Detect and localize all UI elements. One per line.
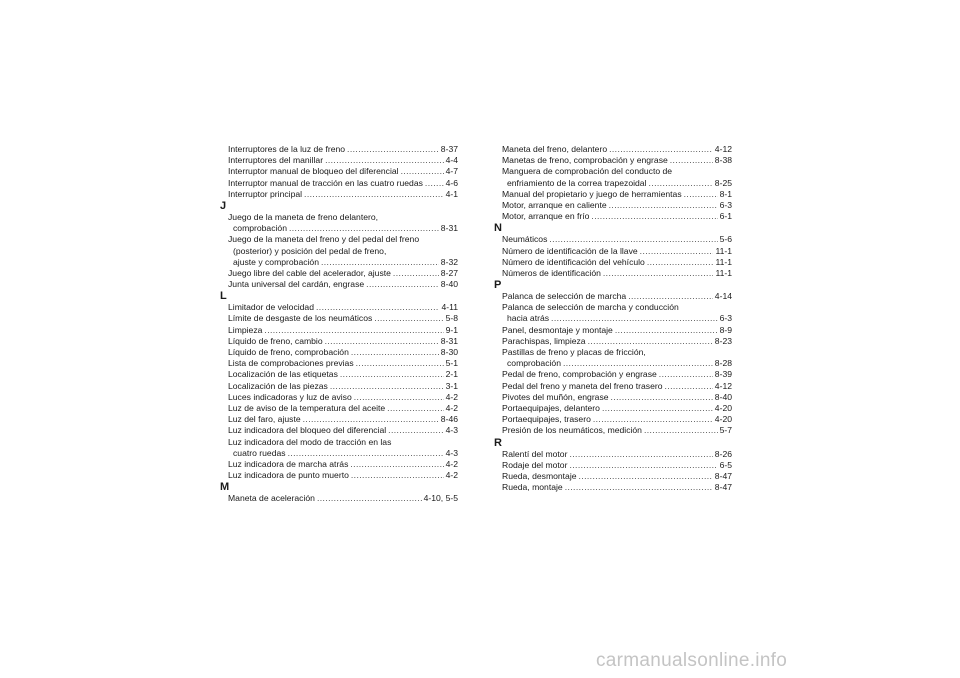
index-entry (220, 189, 458, 200)
dot-leader (321, 257, 439, 268)
entry-page-number: 8-47 (714, 482, 732, 493)
entry-label: Manual del propietario y juego de herramientas (502, 188, 682, 199)
entry-label: Rueda, montaje (502, 482, 563, 493)
entry-label: Localización de las piezas (228, 380, 328, 391)
entry-page-number: 4-7 (445, 166, 458, 177)
entry-label: Motor, arranque en frío (502, 211, 590, 222)
entry-page-number: 4-2 (445, 470, 458, 481)
entry-label: Lista de comprobaciones previas (228, 358, 354, 369)
entry-page-number: 8-9 (719, 324, 732, 335)
dot-leader (401, 166, 444, 177)
index-entry (220, 381, 458, 392)
dot-leader (264, 325, 443, 336)
dot-leader (289, 223, 439, 234)
dot-leader (565, 482, 713, 493)
entry-page-number: 4-2 (445, 391, 458, 402)
dot-leader (388, 425, 443, 436)
entry-page-number: 11-1 (715, 256, 732, 267)
dot-leader (670, 155, 713, 166)
index-entry (494, 211, 732, 222)
entry-label: Pedal del freno y maneta del freno trasero (502, 380, 663, 391)
entry-label: enfriamiento de la correa trapezoidal (507, 177, 647, 188)
dot-leader (615, 325, 718, 336)
index-entry (494, 291, 732, 302)
entry-label: Líquido de freno, cambio (228, 335, 323, 346)
dot-leader (354, 392, 444, 403)
index-entry (220, 302, 458, 313)
entry-page-number: 5-7 (719, 425, 732, 436)
dot-leader (316, 302, 439, 313)
entry-label: Límite de desgaste de los neumáticos (228, 313, 373, 324)
index-entry (220, 223, 458, 234)
entry-page-number: 8-38 (714, 155, 732, 166)
dot-leader (374, 313, 443, 324)
entry-label: Luz de aviso de la temperatura del aceite (228, 402, 386, 413)
entry-page-number: 8-40 (714, 391, 732, 402)
index-entry (494, 336, 732, 347)
dot-leader (569, 460, 717, 471)
entry-label: Luz indicadora del bloqueo del diferencial (228, 425, 387, 436)
entry-label: Motor, arranque en caliente (502, 199, 607, 210)
index-entry (220, 279, 458, 290)
entry-page-number: 4-14 (714, 291, 732, 302)
entry-page-number: 5-6 (719, 234, 732, 245)
entry-label: Palanca de selección de marcha y conducción (502, 302, 679, 313)
entry-label: Rodaje del motor (502, 459, 568, 470)
index-entry (494, 471, 732, 482)
entry-label: Pivotes del muñón, engrase (502, 391, 609, 402)
entry-label: Presión de los neumáticos, medición (502, 425, 642, 436)
entry-label: Interruptores del manillar (228, 155, 324, 166)
index-column-right (494, 144, 732, 493)
index-entry-line (220, 437, 458, 448)
entry-page-number: 8-32 (440, 256, 458, 267)
dot-leader (640, 246, 714, 257)
entry-page-number: 8-30 (440, 347, 458, 357)
index-entry (220, 268, 458, 279)
entry-label: Ralentí del motor (502, 448, 568, 459)
entry-label: Pedal de freno, comprobación y engrase (502, 369, 657, 380)
dot-leader (366, 279, 439, 290)
entry-page-number: 6-5 (719, 459, 732, 470)
entry-label: Número de identificación de la llave (502, 245, 638, 256)
index-entry (220, 166, 458, 177)
dot-leader (588, 336, 713, 347)
index-entry (220, 392, 458, 403)
index-entry (494, 403, 732, 414)
entry-page-number: 8-25 (714, 177, 732, 188)
index-entry (220, 144, 458, 155)
entry-page-number: 4-6 (445, 177, 458, 188)
entry-page-number: 8-31 (440, 223, 458, 234)
dot-leader (659, 369, 713, 380)
entry-label: Luz indicadora de punto muerto (228, 470, 349, 481)
entry-label: Interruptor manual de tracción en las cuatro ruedas (228, 177, 423, 188)
entry-page-number: 2-1 (445, 369, 458, 380)
dot-leader (609, 200, 718, 211)
entry-label: Manguera de comprobación del conducto de (502, 166, 673, 177)
index-entry-line (494, 302, 732, 313)
entry-page-number: 8-39 (714, 369, 732, 380)
entry-page-number: 4-2 (445, 458, 458, 469)
dot-leader (602, 403, 713, 414)
entry-label: Rueda, desmontaje (502, 470, 577, 481)
index-entry (494, 460, 732, 471)
entry-label: Juego de la maneta de freno delantero, (228, 211, 379, 222)
index-entry (494, 414, 732, 425)
dot-leader (304, 189, 444, 200)
entry-page-number: 8-40 (440, 279, 458, 290)
index-entry (494, 392, 732, 403)
entry-label: Número de identificación del vehículo (502, 256, 645, 267)
index-entry (220, 358, 458, 369)
dot-leader (330, 381, 444, 392)
index-entry (220, 313, 458, 324)
entry-label: Parachispas, limpieza (502, 335, 586, 346)
dot-leader (317, 493, 422, 504)
entry-label: Portaequipajes, trasero (502, 414, 591, 425)
entry-page-number: 8-37 (440, 144, 458, 154)
index-entry (220, 155, 458, 166)
index-entry (494, 358, 732, 369)
entry-page-number: 3-1 (445, 380, 458, 391)
entry-page-number: 8-23 (714, 335, 732, 346)
index-entry (494, 155, 732, 166)
dot-leader (684, 189, 718, 200)
entry-page-number: 6-3 (719, 313, 732, 324)
index-entry (494, 268, 732, 279)
entry-label: Limpieza (228, 324, 263, 335)
entry-page-number: 4-1 (445, 188, 458, 199)
entry-label: Maneta del freno, delantero (502, 144, 608, 154)
index-entry (220, 178, 458, 189)
entry-label: Luces indicadoras y luz de aviso (228, 391, 352, 402)
section-letter-heading: M (220, 481, 230, 494)
entry-page-number: 4-11 (441, 302, 458, 313)
entry-label: Luz indicadora del modo de tracción en las (228, 436, 392, 447)
entry-label: Palanca de selección de marcha (502, 291, 627, 302)
entry-page-number: 4-20 (714, 414, 732, 425)
dot-leader (356, 358, 444, 369)
entry-label: cuatro ruedas (233, 447, 286, 458)
index-entry (220, 325, 458, 336)
entry-label: Panel, desmontaje y montaje (502, 324, 613, 335)
entry-label: Neumáticos (502, 234, 548, 245)
dot-leader (611, 392, 713, 403)
entry-label: (posterior) y posición del pedal de freno, (233, 245, 387, 256)
index-entry-line (494, 166, 732, 177)
entry-label: Interruptor principal (228, 188, 303, 199)
index-entry-line (494, 347, 732, 358)
dot-leader (593, 414, 713, 425)
entry-page-number: 4-3 (445, 425, 458, 436)
watermark-text: carmanualsonline.info (596, 650, 788, 671)
dot-leader (351, 347, 439, 358)
entry-page-number: 6-1 (719, 211, 732, 222)
dot-leader (351, 470, 444, 481)
dot-leader (387, 403, 443, 414)
index-entry (494, 381, 732, 392)
index-entry-line (220, 246, 458, 257)
dot-leader (579, 471, 713, 482)
entry-label: ajuste y comprobación (233, 256, 319, 267)
entry-page-number: 6-3 (719, 199, 732, 210)
index-entry (220, 347, 458, 358)
index-entry (494, 325, 732, 336)
index-entry (220, 493, 458, 504)
entry-page-number: 5-8 (445, 313, 458, 324)
dot-leader (569, 449, 712, 460)
dot-leader (288, 448, 444, 459)
index-entry (494, 189, 732, 200)
index-entry (220, 369, 458, 380)
entry-page-number: 11-1 (715, 267, 732, 278)
index-entry (220, 336, 458, 347)
dot-leader (325, 336, 439, 347)
index-entry (494, 313, 732, 324)
index-entry (494, 425, 732, 436)
entry-label: comprobación (233, 223, 287, 234)
entry-label: Interruptores de la luz de freno (228, 144, 346, 154)
index-entry (494, 246, 732, 257)
dot-leader (628, 291, 713, 302)
entry-label: Junta universal del cardán, engrase (228, 279, 365, 290)
entry-page-number: 9-1 (445, 324, 458, 335)
index-entry (494, 449, 732, 460)
entry-label: Maneta de aceleración (228, 493, 315, 504)
entry-label: Pastillas de freno y placas de fricción, (502, 347, 646, 357)
entry-label: Juego de la maneta del freno y del pedal del freno (228, 234, 420, 245)
entry-page-number: 8-31 (440, 335, 458, 346)
section-letter-heading: P (494, 279, 502, 292)
index-entry (220, 414, 458, 425)
index-entry (494, 144, 732, 155)
entry-label: hacia atrás (507, 313, 550, 324)
entry-label: Números de identificación (502, 267, 601, 278)
entry-page-number: 4-4 (445, 155, 458, 166)
entry-page-number: 4-20 (714, 402, 732, 413)
entry-page-number: 4-2 (445, 402, 458, 413)
index-entry (220, 403, 458, 414)
index-entry (494, 200, 732, 211)
dot-leader (591, 211, 717, 222)
entry-page-number: 8-26 (714, 448, 732, 459)
entry-page-number: 8-27 (440, 267, 458, 278)
dot-leader (303, 414, 439, 425)
entry-label: comprobación (507, 358, 561, 369)
entry-label: Manetas de freno, comprobación y engrase (502, 155, 668, 166)
dot-leader (647, 257, 714, 268)
entry-page-number: 5-1 (445, 358, 458, 369)
entry-page-number: 8-46 (440, 414, 458, 425)
dot-leader (549, 234, 717, 245)
entry-page-number: 8-1 (719, 188, 732, 199)
section-letter-heading: R (494, 436, 502, 449)
entry-page-number: 4-3 (445, 447, 458, 458)
dot-leader (551, 313, 718, 324)
index-column-left (220, 144, 458, 504)
index-entry (220, 425, 458, 436)
index-entry (220, 459, 458, 470)
section-letter-heading: N (494, 222, 502, 235)
entry-label: Líquido de freno, comprobación (228, 347, 349, 357)
entry-page-number: 4-12 (714, 380, 732, 391)
index-entry (494, 178, 732, 189)
index-entry (220, 257, 458, 268)
dot-leader (325, 155, 444, 166)
dot-leader (425, 178, 444, 189)
entry-label: Luz del faro, ajuste (228, 414, 301, 425)
entry-page-number: 8-28 (714, 358, 732, 369)
dot-leader (609, 144, 713, 155)
dot-leader (665, 381, 713, 392)
dot-leader (393, 268, 439, 279)
index-entry (494, 369, 732, 380)
entry-label: Luz indicadora de marcha atrás (228, 458, 349, 469)
index-entry (494, 234, 732, 245)
entry-label: Localización de las etiquetas (228, 369, 338, 380)
entry-page-number: 8-47 (714, 470, 732, 481)
dot-leader (347, 144, 439, 155)
index-entry (220, 448, 458, 459)
index-entry (494, 482, 732, 493)
dot-leader (563, 358, 713, 369)
index-entry-line (220, 234, 458, 245)
entry-page-number: 11-1 (715, 245, 732, 256)
entry-page-number: 4-10, 5-5 (423, 493, 458, 504)
dot-leader (603, 268, 714, 279)
section-letter-heading: L (220, 290, 227, 303)
section-letter-heading: J (220, 199, 227, 212)
entry-label: Juego libre del cable del acelerador, ajuste (228, 267, 391, 278)
index-entry (220, 470, 458, 481)
entry-label: Interruptor manual de bloqueo del diferencial (228, 166, 399, 177)
dot-leader (649, 178, 713, 189)
dot-leader (340, 369, 444, 380)
dot-leader (644, 425, 718, 436)
index-entry (494, 257, 732, 268)
entry-page-number: 4-12 (714, 144, 732, 154)
entry-label: Portaequipajes, delantero (502, 402, 600, 413)
index-entry-line (220, 212, 458, 223)
dot-leader (350, 459, 443, 470)
entry-label: Limitador de velocidad (228, 302, 314, 313)
